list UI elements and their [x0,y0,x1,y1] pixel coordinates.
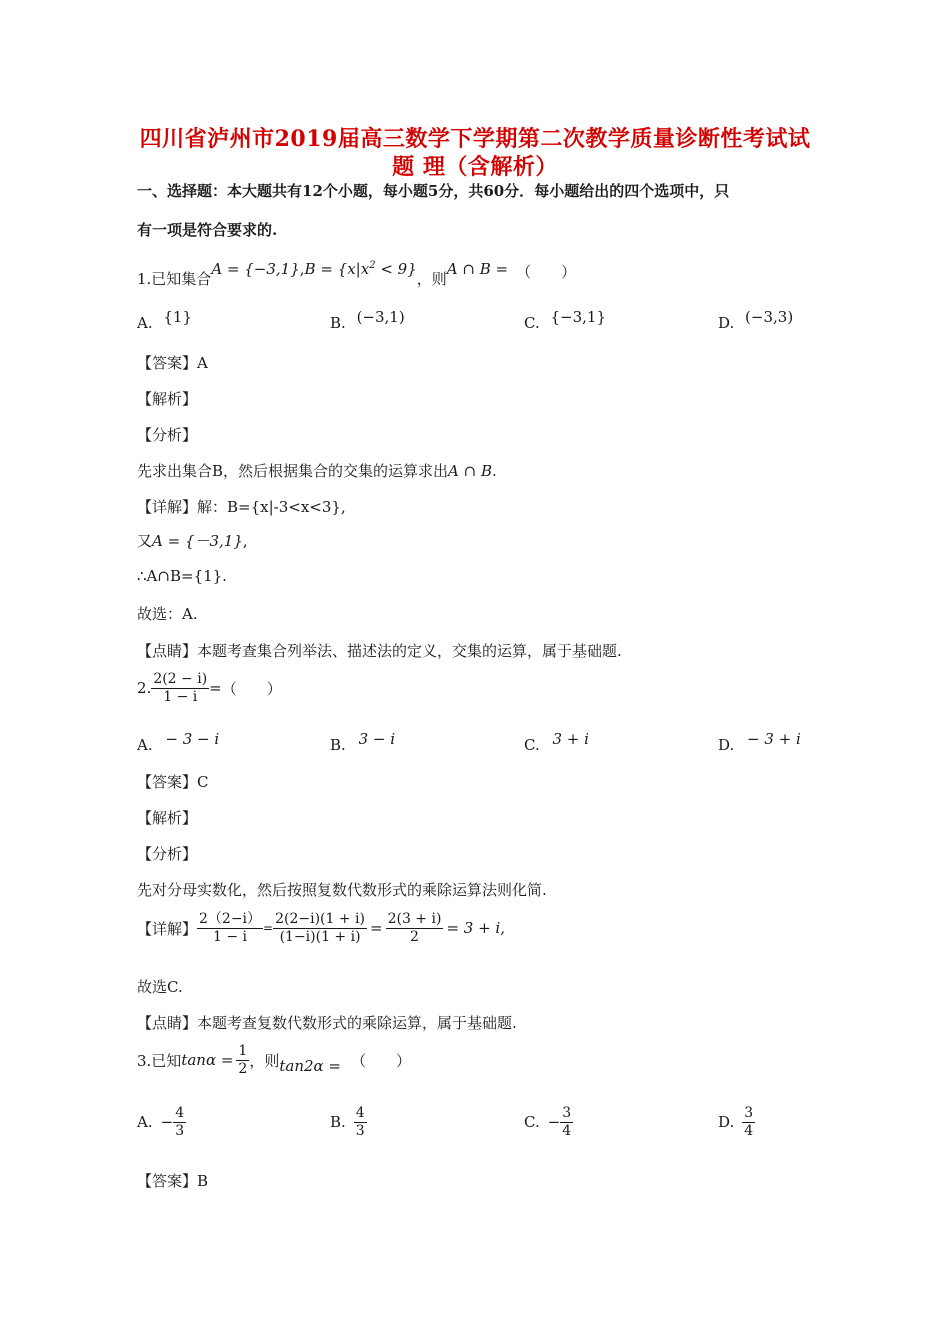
q3-option-d [718,1106,755,1138]
q3-stem [137,1044,411,1076]
document-title-line2: 题 理（含解析） [392,154,558,180]
q2-detail-equals-2: = [370,919,383,938]
q2-choose: 故选C. [137,978,183,996]
q1-analysis [137,460,497,481]
q3-option-c-numerator: 3 [562,1105,572,1121]
q3-option-d-denominator: 4 [744,1122,754,1139]
section-header-line1: 一、选择题：本大题共有12个小题，每小题5分，共60分．每小题给出的四个选项中，只 [137,182,730,200]
q2-option-c-value: 3 + i [552,730,589,748]
q1-fenxi-heading: 【分析】 [137,426,198,444]
q1-stem [137,258,576,289]
q2-fraction-denominator: 1 − i [163,688,198,705]
q1-jiexi-heading: 【解析】 [137,390,198,408]
q2-analysis: 先对分母实数化，然后按照复数代数形式的乘除运算法则化简. [137,881,547,899]
section-header-line2: 有一项是符合要求的. [137,221,278,239]
q3-option-b-fraction [354,1106,367,1138]
q1-also-text: 又 [137,532,153,550]
q2-comment: 【点睛】本题考查复数代数形式的乘除运算，属于基础题. [137,1014,517,1032]
q3-option-a-denominator: 3 [175,1122,185,1139]
q2-option-a-label: A. [137,736,153,754]
q2-detail-fraction-1-numerator: 2（2−i） [199,911,262,927]
q1-also-math: A = {－3,1} [152,532,243,550]
q3-option-a-sign: − [160,1113,174,1132]
q1-option-b [330,308,405,332]
q3-option-c [524,1106,573,1138]
q1-set-a: A = {−3,1} [211,259,300,278]
q2-option-d-value: − 3 + i [747,730,801,748]
q1-also-end: , [242,532,248,550]
q1-set-b-end: < 9} [375,259,417,278]
q2-option-c-label: C. [524,736,540,754]
q3-option-c-fraction [560,1106,573,1138]
q2-fraction [151,672,209,704]
q1-option-b-label: B. [330,314,346,332]
q1-analysis-math: A ∩ B [448,462,492,480]
q1-option-a-label: A. [137,314,153,332]
q2-fenxi-heading: 【分析】 [137,845,198,863]
q1-answer: 【答案】A [137,354,208,372]
q1-prefix: 1.已知集合 [137,270,212,288]
q2-detail-fraction-3-denominator: 2 [410,928,419,945]
q1-option-a [137,308,193,332]
q3-lhs: tanα = [181,1051,234,1070]
q3-option-b [330,1106,367,1138]
q2-option-a-value: − 3 − i [165,730,220,748]
q3-fraction [236,1044,249,1076]
q3-option-c-denominator: 4 [562,1122,572,1139]
q2-detail-fraction-2 [273,912,367,944]
q2-option-b-value: 3 − i [358,730,396,748]
q1-then: ，则 [416,270,447,288]
q2-option-a [137,730,220,754]
q1-detail: 【详解】解：B={x|-3<x<3}, [137,498,346,516]
q3-option-a [137,1106,186,1138]
q3-paren: （ ） [351,1051,412,1070]
q1-option-c-value: {−3,1} [550,308,607,326]
q3-option-a-fraction [173,1106,186,1138]
q1-option-b-value: (−3,1) [356,308,405,326]
q2-stem [137,672,282,704]
q1-paren: （ ） [516,263,577,281]
q2-detail-fraction-2-denominator: (1−i)(1 + i) [279,928,361,945]
q1-set-b-main: B = {x|x [304,259,370,278]
q1-intersection: A ∩ B = [446,259,509,278]
q1-therefore: ∴A∩B={1}. [137,567,227,585]
q1-analysis-end: . [492,462,497,480]
q1-option-d [718,308,794,332]
q2-detail-result: = 3 + i, [446,919,505,938]
q1-option-a-value: {1} [163,308,193,326]
q2-paren: （ ） [221,679,282,698]
q3-fraction-denominator: 2 [238,1060,248,1077]
q3-option-a-numerator: 4 [175,1105,185,1121]
q2-option-b [330,730,396,754]
q2-detail-equals-1: = [263,921,274,936]
q3-option-d-numerator: 3 [744,1105,754,1121]
q3-option-c-label: C. [524,1113,540,1132]
q3-then: ，则 [249,1051,280,1070]
q1-analysis-text: 先求出集合B，然后根据集合的交集的运算求出 [137,462,449,480]
q3-fraction-numerator: 1 [238,1043,248,1059]
q1-comment: 【点睛】本题考查集合列举法、描述法的定义，交集的运算，属于基础题. [137,642,622,660]
q2-detail-fraction-1 [197,912,263,944]
q1-option-c [524,308,607,332]
q1-comma: , [299,259,305,278]
q2-prefix: 2. [137,679,152,698]
q3-option-c-sign: − [547,1113,561,1132]
q2-detail-fraction-3-numerator: 2(3 + i) [387,911,442,927]
q3-option-d-fraction [742,1106,755,1138]
q2-detail [137,912,505,944]
q1-set-b-exponent: 2 [369,259,376,271]
q3-expr: tan2α = [279,1057,341,1076]
q1-option-c-label: C. [524,314,540,332]
document-title-line1: 四川省泸州市2019届高三数学下学期第二次教学质量诊断性考试试 [139,126,811,152]
q1-also [137,530,248,551]
q2-option-b-label: B. [330,736,346,754]
q1-option-d-label: D. [718,314,735,332]
q3-option-d-label: D. [718,1113,735,1132]
q3-answer: 【答案】B [137,1172,209,1190]
q3-option-b-numerator: 4 [355,1105,365,1121]
q2-answer: 【答案】C [137,773,209,791]
q2-equals: = [209,679,222,698]
q3-option-b-label: B. [330,1113,346,1132]
q2-detail-fraction-1-denominator: 1 − i [213,928,248,945]
q1-option-d-value: (−3,3) [745,308,794,326]
q3-option-b-denominator: 3 [355,1122,365,1139]
q2-option-d [718,730,801,754]
q3-prefix: 3.已知 [137,1051,182,1070]
q3-option-a-label: A. [137,1113,153,1132]
q1-set-b [305,260,417,278]
q2-detail-label: 【详解】 [137,919,198,938]
q1-choose: 故选：A. [137,605,198,623]
q2-jiexi-heading: 【解析】 [137,809,198,827]
q2-fraction-numerator: 2(2 − i) [153,671,208,687]
q2-option-d-label: D. [718,736,735,754]
q2-option-c [524,730,589,754]
q2-detail-fraction-2-numerator: 2(2−i)(1 + i) [275,911,365,927]
q2-detail-fraction-3 [386,912,444,944]
